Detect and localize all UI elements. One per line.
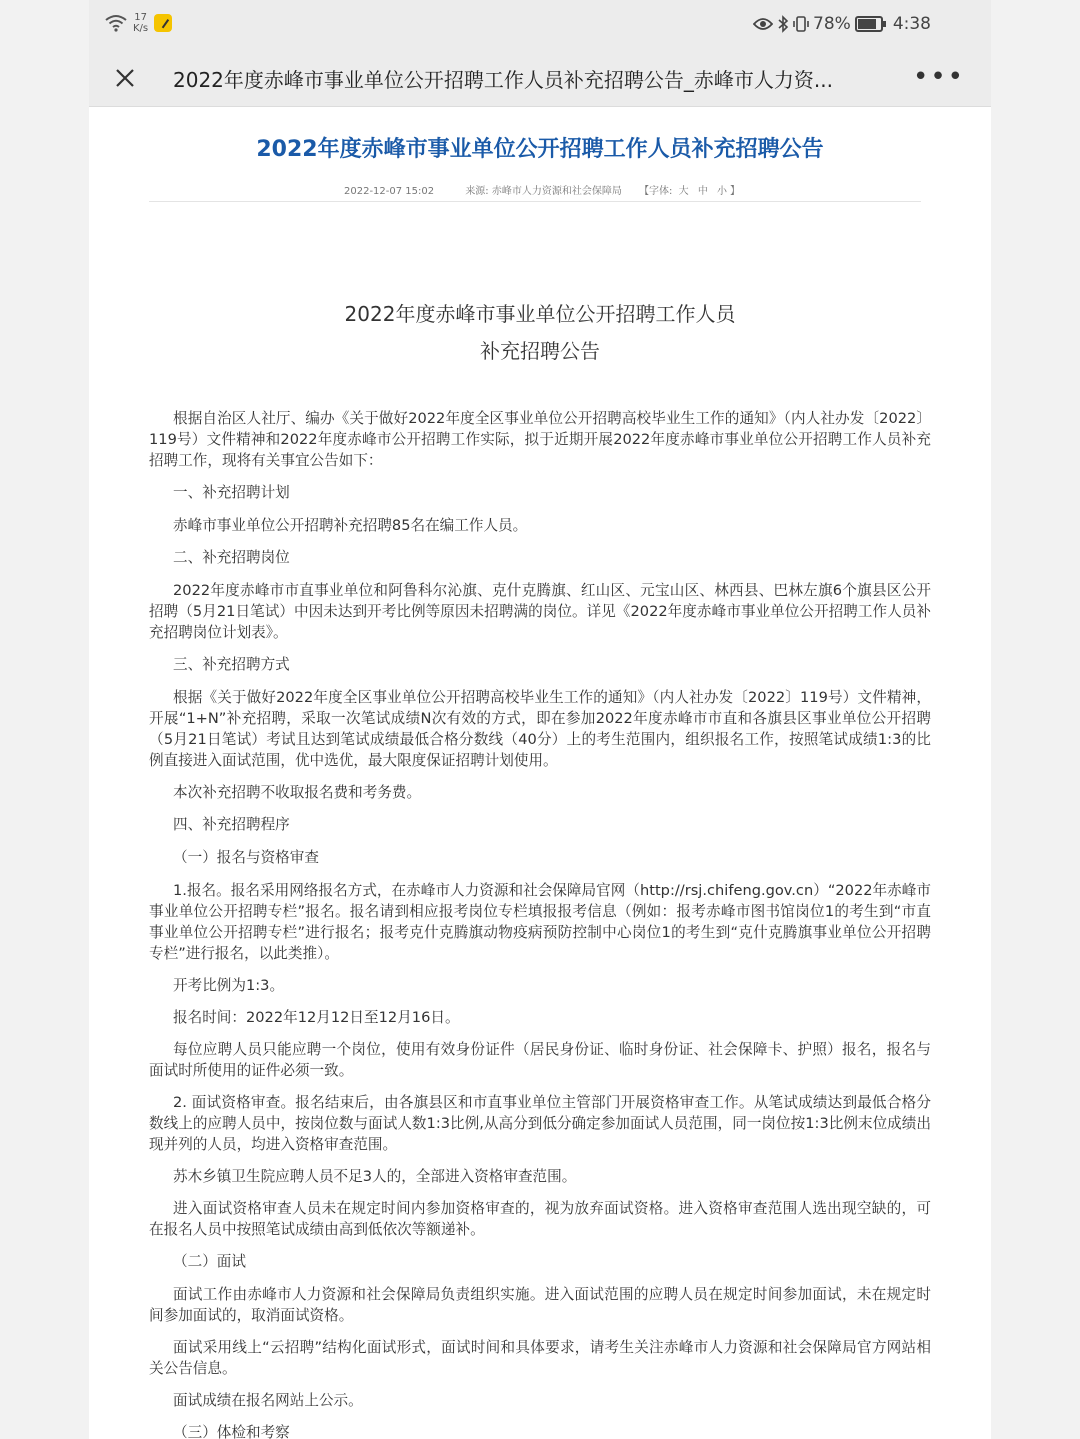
eye-icon xyxy=(753,17,773,31)
article-title: 2022年度赤峰市事业单位公开招聘工作人员补充招聘公告 xyxy=(256,137,824,162)
font-size-close: 】 xyxy=(730,186,740,197)
battery-icon xyxy=(855,16,883,32)
paragraph: 每位应聘人员只能应聘一个岗位，使用有效身份证件（居民身份证、临时身份证、社会保障卡、护照）报名，报名与面试时所使用的证件必须一致。 xyxy=(149,1041,931,1079)
clock: 4:38 xyxy=(892,14,931,34)
bluetooth-icon xyxy=(777,15,789,33)
status-bar xyxy=(89,0,991,50)
vibrate-icon xyxy=(793,15,809,33)
divider xyxy=(149,201,921,202)
section-heading: 四、补充招聘程序 xyxy=(173,816,290,833)
status-left xyxy=(105,12,172,34)
net-speed-value: 17 xyxy=(134,12,147,23)
font-size-small[interactable]: 小 xyxy=(717,186,727,197)
wifi-icon xyxy=(105,14,127,32)
paragraph: 2. 面试资格审查。报名结束后，由各旗县区和市直事业单位主管部门开展资格审查工作。从笔试成绩达到最低合格分数线上的应聘人员中，按岗位数与面试人数1:3比例,从高分到低分确定参加面试人员范围，同一岗位按1:3比例末位成绩出现并列的人员，均进入资格审查范围。 xyxy=(149,1094,931,1153)
paragraph: 1.报名。报名采用网络报名方式，在赤峰市人力资源和社会保障局官网（http://rsj.chifeng.gov.cn）“2022年赤峰市事业单位公开招聘专栏”报名。报名请到相应报考岗位专栏填报报考信息（例如：报考赤峰市图书馆岗位1的考生到“市直事业单位公开招聘专栏”进行报名；报考克什克腾旗动物疫病预防控制中心岗位1的考生到“克什克腾旗事业单位公开招聘专栏”进行报名，以此类推）。 xyxy=(149,882,931,962)
phone-screen xyxy=(89,0,991,1439)
net-speed xyxy=(133,12,148,34)
paragraph: 苏木乡镇卫生院应聘人员不足3人的，全部进入资格审查范围。 xyxy=(173,1168,577,1185)
browser-navbar xyxy=(89,50,991,107)
paragraph: 进入面试资格审查人员未在规定时间内参加资格审查的，视为放弃面试资格。进入资格审查范围人选出现空缺的，可在报名人员中按照笔试成绩由高到低依次等额递补。 xyxy=(149,1200,931,1238)
close-icon xyxy=(109,62,141,94)
paragraph: 根据《关于做好2022年度全区事业单位公开招聘高校毕业生工作的通知》（内人社办发〔2022〕119号）文件精神，开展“1+N”补充招聘，采取一次笔试成绩N次有效的方式，即在参加2022年度赤峰市市直和各旗县区事业单位公开招聘（5月21日笔试）考试且达到笔试成绩最低合格分数线（40分）上的考生范围内，组织报名工作，按照笔试成绩1:3的比例直接进入面试范围，优中选优，最大限度保证招聘计划使用。 xyxy=(149,689,931,769)
paragraph: 报名时间：2022年12月12日至12月16日。 xyxy=(173,1009,460,1026)
source-label: 来源: xyxy=(465,186,489,197)
paragraph: 2022年度赤峰市市直事业单位和阿鲁科尔沁旗、克什克腾旗、红山区、元宝山区、林西县、巴林左旗6个旗县区公开招聘（5月21日笔试）中因未达到开考比例等原因未招聘满的岗位。详见《2022年度赤峰市事业单位公开招聘工作人员补充招聘岗位计划表》。 xyxy=(149,582,931,641)
paragraph: 赤峰市事业单位公开招聘补充招聘85名在编工作人员。 xyxy=(173,517,528,534)
font-size-large[interactable]: 大 xyxy=(678,186,689,197)
font-size-medium[interactable]: 中 xyxy=(697,186,708,197)
section-heading: 三、补充招聘方式 xyxy=(173,656,290,673)
source xyxy=(465,186,622,197)
document-title-line1: 2022年度赤峰市事业单位公开招聘工作人员 xyxy=(344,302,736,326)
page-title: 2022年度赤峰市事业单位公开招聘工作人员补充招聘公告_赤峰市人力资... xyxy=(173,68,833,92)
paragraph: 面试工作由赤峰市人力资源和社会保障局负责组织实施。进入面试范围的应聘人员在规定时间参加面试，未在规定时间参加面试的，取消面试资格。 xyxy=(149,1286,931,1324)
more-menu-button[interactable]: ••• xyxy=(912,62,965,92)
document-title xyxy=(89,296,991,370)
battery-percent: 78% xyxy=(813,14,851,34)
paragraph: 本次补充招聘不收取报名费和考务费。 xyxy=(173,784,422,801)
paragraph: 面试成绩在报名网站上公示。 xyxy=(173,1392,363,1409)
subsection-heading: （二）面试 xyxy=(173,1253,246,1270)
subsection-heading: （三）体检和考察 xyxy=(173,1424,290,1439)
status-right xyxy=(753,14,931,34)
paragraph: 面试采用线上“云招聘”结构化面试形式，面试时间和具体要求，请考生关注赤峰市人力资源和社会保障局官方网站相关公告信息。 xyxy=(149,1339,931,1377)
section-heading: 一、补充招聘计划 xyxy=(173,484,290,501)
subsection-heading: （一）报名与资格审查 xyxy=(173,849,319,866)
document-body xyxy=(149,408,931,1439)
publish-date: 2022-12-07 15:02 xyxy=(344,186,435,197)
paragraph: 根据自治区人社厅、编办《关于做好2022年度全区事业单位公开招聘高校毕业生工作的通知》（内人社办发〔2022〕119号）文件精神和2022年度赤峰市公开招聘工作实际，拟于近期开展2022年度赤峰市事业单位公开招聘工作人员补充招聘工作，现将有关事宜公告如下： xyxy=(149,410,931,469)
net-speed-unit: K/s xyxy=(133,23,149,34)
paragraph: 开考比例为1:3。 xyxy=(173,977,285,994)
app-notification-icon xyxy=(154,14,172,32)
section-heading: 二、补充招聘岗位 xyxy=(173,549,290,566)
close-button[interactable] xyxy=(109,62,141,94)
font-size-switcher xyxy=(639,186,740,197)
article-meta xyxy=(149,182,921,197)
document-title-line2: 补充招聘公告 xyxy=(480,339,600,363)
font-size-label: 【字体: xyxy=(639,186,673,197)
source-name: 赤峰市人力资源和社会保障局 xyxy=(491,186,622,197)
